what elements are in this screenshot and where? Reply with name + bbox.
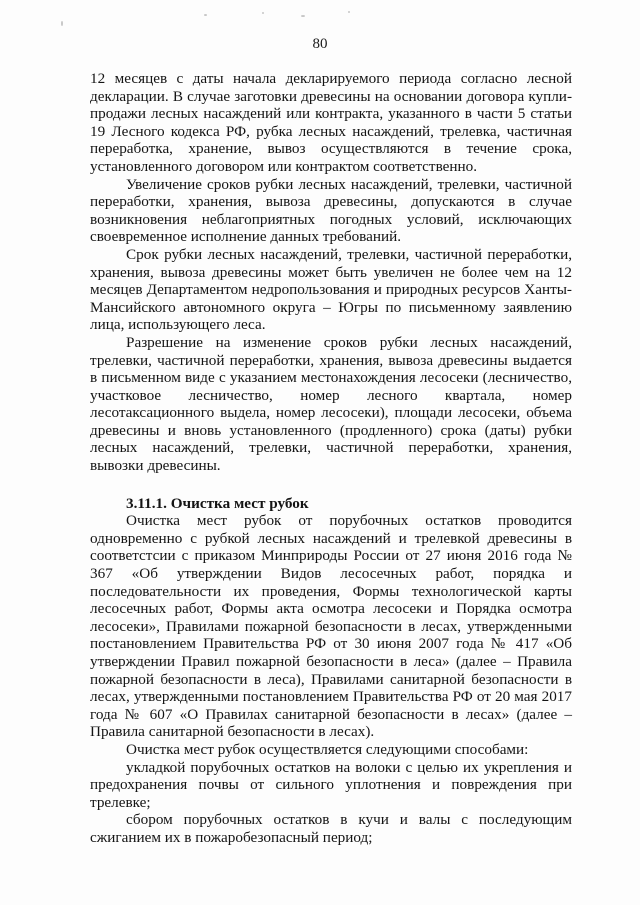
paragraph: Очистка мест рубок осуществляется следующими способами:: [126, 740, 529, 758]
paragraph: Увеличение сроков рубки лесных насаждений, трелевки, частичной переработки, хранения, вывоза древесины, допускаются в случае возникновения неблагоприятных погодных условий, исключающих своевременное исполнение данных требований.: [90, 175, 572, 246]
scan-artifact: [204, 14, 207, 16]
scan-artifact: [348, 11, 350, 13]
list-paragraph: укладкой порубочных остатков на волоки с целью их укрепления и предохранения почвы от сильного уплотнения и повреждения при трелевке;: [90, 758, 572, 811]
list-paragraph: сбором порубочных остатков в кучи и валы с последующим сжиганием их в пожаробезопасный период;: [90, 811, 572, 846]
scan-artifact: [61, 21, 63, 26]
paragraph: 12 месяцев с даты начала декларируемого периода согласно лесной декларации. В случае заготовки древесины на основании договора купли-продажи лесных насаждений или контракта, указанного в части 5 статьи 19 Лесного кодекса РФ, рубка лесных насаждений, трелевка, частичная переработка, хранение, вывоз осуществляются в течение срока, установленного договором или контрактом соответственно.: [90, 70, 572, 175]
scan-artifact: [262, 12, 264, 14]
document-body: [90, 70, 572, 847]
section-heading: 3.11.1. Очистка мест рубок: [126, 494, 309, 512]
paragraph: Срок рубки лесных насаждений, трелевки, частичной переработки, хранения, вывоза древесины может быть увеличен не более чем на 12 месяцев Департаментом недропользования и природных ресурсов Ханты-Мансийского автономного округа – Югры по письменному заявлению лица, использующего леса.: [90, 245, 572, 334]
paragraph: Очистка мест рубок от порубочных остатков проводится одновременно с рубкой лесных насаждений и трелевкой древесины в соответстсии с приказом Минприроды России от 27 июня 2016 года № 367 «Об утверждении Видов лесосечных работ, порядка и последовательности их проведения, Формы технологической карты лесосечных работ, Формы акта осмотра лесосеки и Порядка осмотра лесосеки», Правилами пожарной безопасности в лесах, утвержденными постановлением Правительства РФ от 30 июня 2007 года № 417 «Об утверждении Правил пожарной безопасности в леса» (далее – Правила пожарной безопасности в леса), Правилами санитарной безопасности в лесах, утвержденными постановлением Правительства РФ от 20 мая 2017 года № 607 «О Правилах санитарной безопасности в лесах» (далее – Правила санитарной безопасности в лесах).: [90, 512, 572, 741]
paragraph: Разрешение на изменение сроков рубки лесных насаждений, трелевки, частичной переработки, хранения, вывоза древесины выдается в письменном виде с указанием местонахождения лесосеки (лесничество, участковое лесничество, номер лесного квартала, номер лесотаксационного выдела, номер лесосеки), площади лесосеки, объема древесины и вновь установленного (продленного) срока (даты) рубки лесных насаждений, трелевки, частичной переработки, хранения, вывозки древесины.: [90, 333, 572, 475]
page-number: 80: [312, 36, 328, 52]
scan-artifact: [301, 15, 305, 17]
